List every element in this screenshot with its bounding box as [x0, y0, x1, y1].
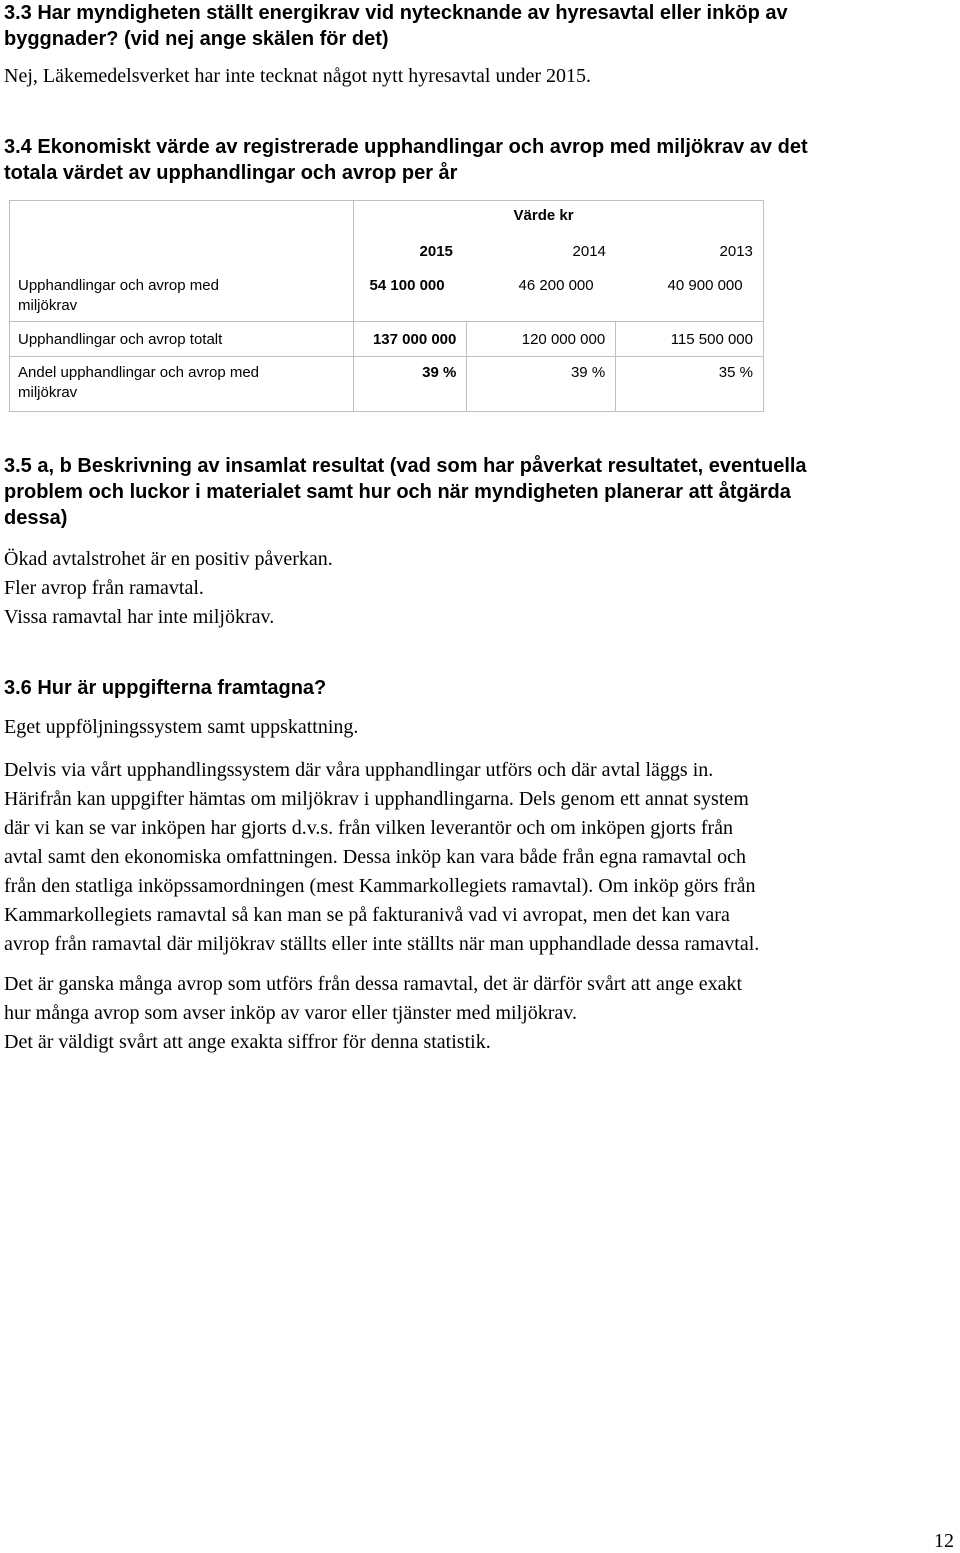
heading-line: problem och luckor i materialet samt hur och när myndigheten planerar att åtgärda: [4, 481, 791, 503]
text-line: från den statliga inköpssamordningen (mest Kammarkollegiets ramavtal). Om inköp görs från: [4, 875, 756, 897]
heading-line: byggnader? (vid nej ange skälen för det): [4, 28, 389, 50]
page-number: 12: [934, 1530, 954, 1552]
row-label: miljökrav: [18, 384, 78, 401]
section-3-6-paragraph: [4, 756, 954, 959]
row-label-cell: [10, 357, 354, 412]
group-header: Värde kr: [513, 207, 574, 224]
heading-line: totala värdet av upphandlingar och avrop per år: [4, 162, 458, 184]
value-header-cell: [353, 201, 763, 322]
heading-line: 3.3 Har myndigheten ställt energikrav vid nytecknande av hyresavtal eller inköp av: [4, 2, 788, 24]
row-label: Upphandlingar och avrop totalt: [18, 331, 223, 348]
text-line: Delvis via vårt upphandlingssystem där våra upphandlingar utförs och där avtal läggs in.: [4, 759, 714, 781]
table-cell: 137 000 000: [353, 322, 467, 357]
section-3-3-heading: [4, 0, 952, 52]
year-header-2013: 2013: [719, 243, 753, 260]
table-cell: 54 100 000: [369, 277, 445, 294]
answer-text: Nej, Läkemedelsverket har inte tecknat något nytt hyresavtal under 2015.: [4, 65, 592, 87]
text-line: Det är ganska många avrop som utförs från dessa ramavtal, det är därför svårt att ange exakt: [4, 973, 743, 995]
section-3-6-intro: [4, 713, 954, 742]
row-label: miljökrav: [18, 297, 78, 314]
row-label: Andel upphandlingar och avrop med: [18, 364, 260, 381]
text-line: Det är väldigt svårt att ange exakta siffror för denna statistik.: [4, 1031, 491, 1053]
text-line: Härifrån kan uppgifter hämtas om miljökrav i upphandlingarna. Dels genom ett annat system: [4, 788, 749, 810]
procurement-value-table: [9, 200, 764, 412]
heading-line: dessa): [4, 507, 68, 529]
text-line: där vi kan se var inköpen har gjorts d.v.s. från vilken leverantör och om inköpen gjorts från: [4, 817, 734, 839]
row-label-cell: [10, 201, 354, 322]
table-cell: 39 %: [353, 357, 467, 412]
text-line: Vissa ramavtal har inte miljökrav.: [4, 606, 275, 628]
section-3-6-heading: 3.6 Hur är uppgifterna framtagna?: [4, 677, 327, 699]
year-header-2014: 2014: [572, 243, 606, 260]
section-3-4-heading: [4, 134, 952, 186]
heading-line: 3.4 Ekonomiskt värde av registrerade upphandlingar och avrop med miljökrav av det: [4, 136, 808, 158]
text-line: Ökad avtalstrohet är en positiv påverkan.: [4, 548, 333, 570]
section-3-5-text: [4, 545, 954, 632]
table-cell: 39 %: [467, 357, 616, 412]
text-line: Fler avrop från ramavtal.: [4, 577, 204, 599]
row-label-cell: [10, 322, 354, 357]
section-3-6-paragraph: [4, 970, 954, 1057]
heading-line: 3.5 a, b Beskrivning av insamlat resultat (vad som har påverkat resultatet, eventuella: [4, 455, 807, 477]
section-3-5-heading: [4, 453, 952, 531]
table-cell: 115 500 000: [616, 322, 764, 357]
table-row: [10, 357, 764, 412]
section-3-3-answer: [4, 62, 954, 91]
text-line: avrop från ramavtal där miljökrav ställts eller inte ställts när man upphandlade dessa ramavtal.: [4, 933, 760, 955]
table-cell: 40 900 000: [667, 277, 743, 294]
table-cell: 46 200 000: [518, 277, 594, 294]
text-line: Kammarkollegiets ramavtal så kan man se på fakturanivå vad vi avropat, men det kan vara: [4, 904, 730, 926]
text-line: hur många avrop som avser inköp av varor eller tjänster med miljökrav.: [4, 1002, 577, 1024]
text-line: avtal samt den ekonomiska omfattningen. Dessa inköp kan vara både från egna ramavtal och: [4, 846, 746, 868]
table-row: [10, 322, 764, 357]
row-label: Upphandlingar och avrop med: [18, 277, 219, 294]
table-cell: 35 %: [616, 357, 764, 412]
year-header-2015: 2015: [419, 243, 453, 260]
table-cell: 120 000 000: [467, 322, 616, 357]
text-line: Eget uppföljningssystem samt uppskattning.: [4, 716, 359, 738]
